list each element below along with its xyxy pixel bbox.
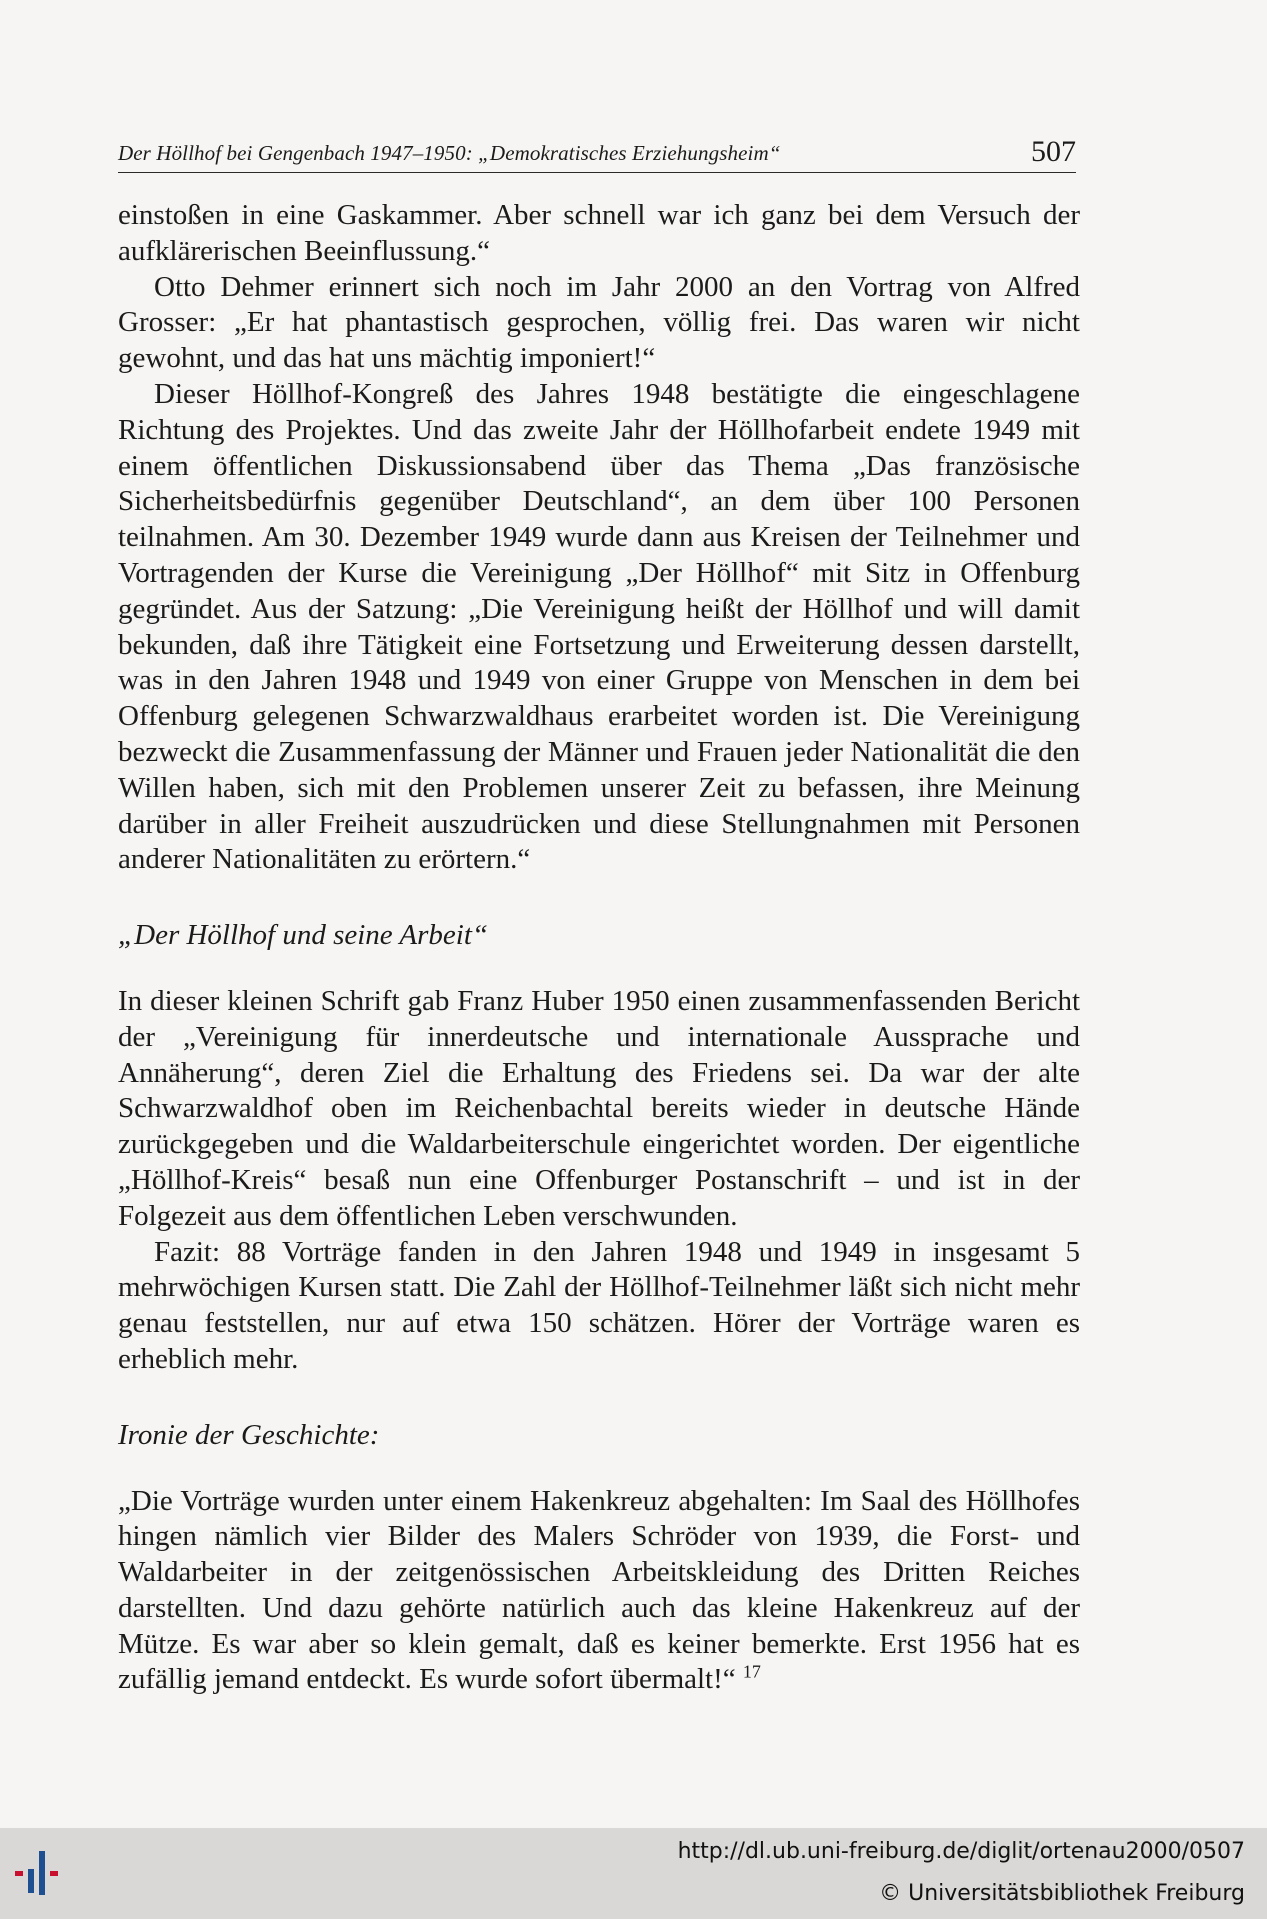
paragraph-6 <box>118 1484 1080 1699</box>
copyright-notice: © Universitätsbibliothek Freiburg <box>879 1881 1245 1906</box>
ub-freiburg-logo-icon <box>14 1843 84 1903</box>
paragraph-5: Fazit: 88 Vorträge fanden in den Jahren 1948 und 1949 in insgesamt 5 mehrwöchigen Kursen statt. Die Zahl der Höllhof-Teilnehmer läßt sich nicht mehr genau feststellen, nur auf etwa 150 schätzen. Hörer der Vorträge waren es erheblich mehr. <box>118 1235 1080 1375</box>
source-url-link[interactable]: http://dl.ub.uni-freiburg.de/diglit/ortenau2000/0507 <box>677 1839 1245 1864</box>
section-heading-ironie: Ironie der Geschichte: <box>118 1418 380 1451</box>
paragraph-2: Otto Dehmer erinnert sich noch im Jahr 2000 an den Vortrag von Alfred Grosser: „Er hat phantastisch gesprochen, völlig frei. Das waren wir nicht gewohnt, und das hat uns mächtig imponiert!“ <box>118 270 1080 375</box>
body-text <box>118 198 1080 1698</box>
section-heading-arbeit: „Der Höllhof und seine Arbeit“ <box>118 919 489 952</box>
paragraph-4: In dieser kleinen Schrift gab Franz Huber 1950 einen zusammenfassenden Bericht der „Vereinigung für innerdeutsche und internationale Aussprache und Annäherung“, deren Ziel die Erhaltung des Friedens sei. Da war der alte Schwarzwaldhof oben im Reichenbachtal bereits wieder in deutsche Hände zurückgegeben und die Waldarbeiterschule eingerichtet worden. Der eigentliche „Höllhof-Kreis“ besaß nun eine Offenburger Postanschrift – und ist in der Folgezeit aus dem öffentlichen Leben verschwunden. <box>118 984 1080 1232</box>
footnote-reference: 17 <box>742 1661 761 1682</box>
running-header <box>118 126 1076 173</box>
paragraph-3: Dieser Höllhof-Kongreß des Jahres 1948 bestätigte die eingeschlagene Richtung des Projektes. Und das zweite Jahr der Höllhofarbeit endete 1949 mit einem öffentlichen Diskussionsabend über das Thema „Das französische Sicherheitsbedürfnis gegenüber Deutschland“, an dem über 100 Personen teilnahmen. Am 30. Dezember 1949 wurde dann aus Kreisen der Teilnehmer und Vortragenden der Kurse die Vereinigung „Der Höllhof“ mit Sitz in Offenburg gegründet. Aus der Satzung: „Die Vereinigung heißt der Höllhof und will damit bekunden, daß ihre Tätigkeit eine Fortsetzung und Erweiterung dessen darstellt, was in den Jahren 1948 und 1949 von einer Gruppe von Menschen in dem bei Offenburg gelegenen Schwarzwaldhaus erarbeitet worden ist. Die Vereinigung bezweckt die Zusammenfassung der Männer und Frauen jeder Nationalität die den Willen haben, sich mit den Problemen unserer Zeit zu befassen, ihre Meinung darüber in aller Freiheit auszudrücken und diese Stellungnahmen mit Personen anderer Nationalitäten zu erörtern.“ <box>118 377 1080 876</box>
header-title: Der Höllhof bei Gengenbach 1947–1950: „Demokratisches Erziehungsheim“ <box>118 141 781 165</box>
quote-text: „Die Vorträge wurden unter einem Hakenkreuz abgehalten: Im Saal des Höllhofes hingen nämlich vier Bilder des Malers Schröder von 1939, die Forst- und Waldarbeiter in der zeitgenössischen Arbeitskleidung des Dritten Reiches darstellten. Und dazu gehörte natürlich auch das kleine Hakenkreuz auf der Mütze. Es war aber so klein gemalt, daß es keiner bemerkte. Erst 1956 hat es zufällig jemand entdeckt. Es wurde sofort übermalt!“ <box>118 1484 1080 1696</box>
paragraph-1: einstoßen in eine Gaskammer. Aber schnell war ich ganz bei dem Versuch der aufklärerischen Beeinflussung.“ <box>118 199 1080 267</box>
page-number: 507 <box>1031 135 1076 168</box>
